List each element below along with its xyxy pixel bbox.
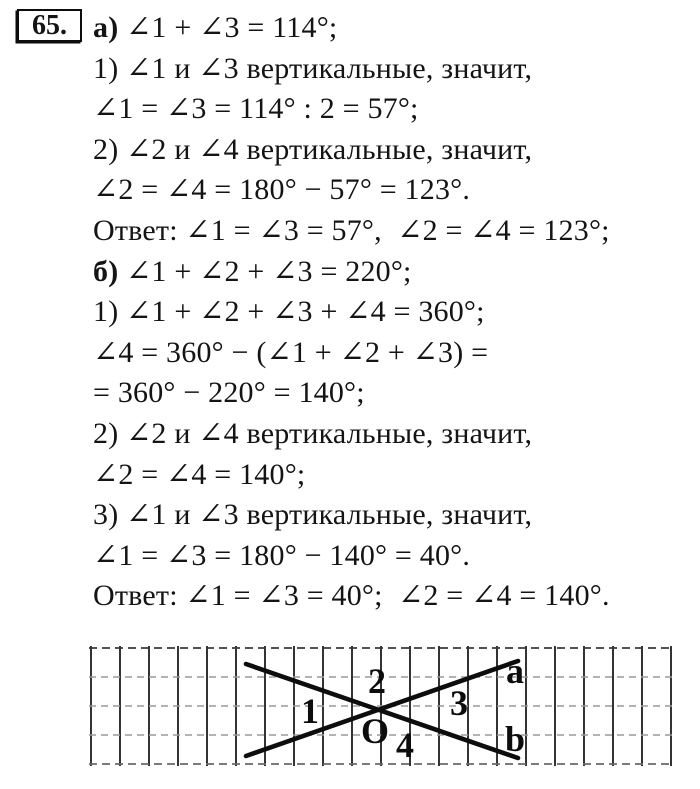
solution-line-text: 3) ∠1 и ∠3 вертикальные, значит, xyxy=(93,498,533,532)
solution-answer-a xyxy=(93,211,693,252)
solution-line xyxy=(93,455,693,496)
solution-line-text: ∠1 = ∠3 = 114° : 2 = 57°; xyxy=(93,92,419,126)
solution-line-text: ∠1 = ∠3 = 180° − 140° = 40°. xyxy=(93,538,471,572)
solution-line xyxy=(93,495,693,536)
solution-line-text: ∠2 = ∠4 = 180° − 57° = 123°. xyxy=(93,173,471,207)
label-angle-3: 3 xyxy=(450,683,468,723)
solution-line xyxy=(93,130,693,171)
solution-line xyxy=(93,8,693,49)
label-angle-1: 1 xyxy=(301,691,319,731)
solution-line xyxy=(93,414,693,455)
angles-figure xyxy=(86,642,678,774)
solution-answer-b xyxy=(93,576,693,617)
label-angle-2: 2 xyxy=(368,661,386,701)
problem-number: 65. xyxy=(32,9,67,41)
solution-line xyxy=(93,89,693,130)
solution-line-text: = 360° − 220° = 140°; xyxy=(93,376,365,410)
solution-line-text: 1) ∠1 и ∠3 вертикальные, значит, xyxy=(93,51,533,85)
solution-text xyxy=(93,8,693,617)
problem-number-box xyxy=(17,9,82,42)
solution-line xyxy=(93,170,693,211)
solution-line-text: ∠4 = 360° − (∠1 + ∠2 + ∠3) = xyxy=(93,335,489,369)
solution-line-text: 2) ∠2 и ∠4 вертикальные, значит, xyxy=(93,416,533,450)
solution-line-text: Ответ: ∠1 = ∠3 = 57°, ∠2 = ∠4 = 123°; xyxy=(93,213,610,247)
solution-line-text: ∠2 = ∠4 = 140°; xyxy=(93,457,306,491)
solution-line-text: 2) ∠2 и ∠4 вертикальные, значит, xyxy=(93,132,533,166)
label-line-a: a xyxy=(506,651,524,691)
part-label: б) xyxy=(93,254,127,288)
angles-diagram xyxy=(86,642,678,774)
label-vertex-o: O xyxy=(360,711,390,751)
solution-line-text: ∠1 + ∠2 + ∠3 = 220°; xyxy=(126,254,412,288)
solution-line xyxy=(93,373,693,414)
solution-line-text: Ответ: ∠1 = ∠3 = 40°; ∠2 = ∠4 = 140°. xyxy=(93,579,610,613)
label-angle-4: 4 xyxy=(396,725,414,765)
label-line-b: b xyxy=(504,719,526,759)
solution-line xyxy=(93,49,693,90)
solution-line-text: ∠1 + ∠3 = 114°; xyxy=(126,11,338,44)
solution-line xyxy=(93,536,693,577)
part-label: а) xyxy=(93,11,127,44)
solution-line xyxy=(93,252,693,293)
solution-line xyxy=(93,292,693,333)
solution-line xyxy=(93,333,693,374)
solution-line-text: 1) ∠1 + ∠2 + ∠3 + ∠4 = 360°; xyxy=(93,295,485,329)
